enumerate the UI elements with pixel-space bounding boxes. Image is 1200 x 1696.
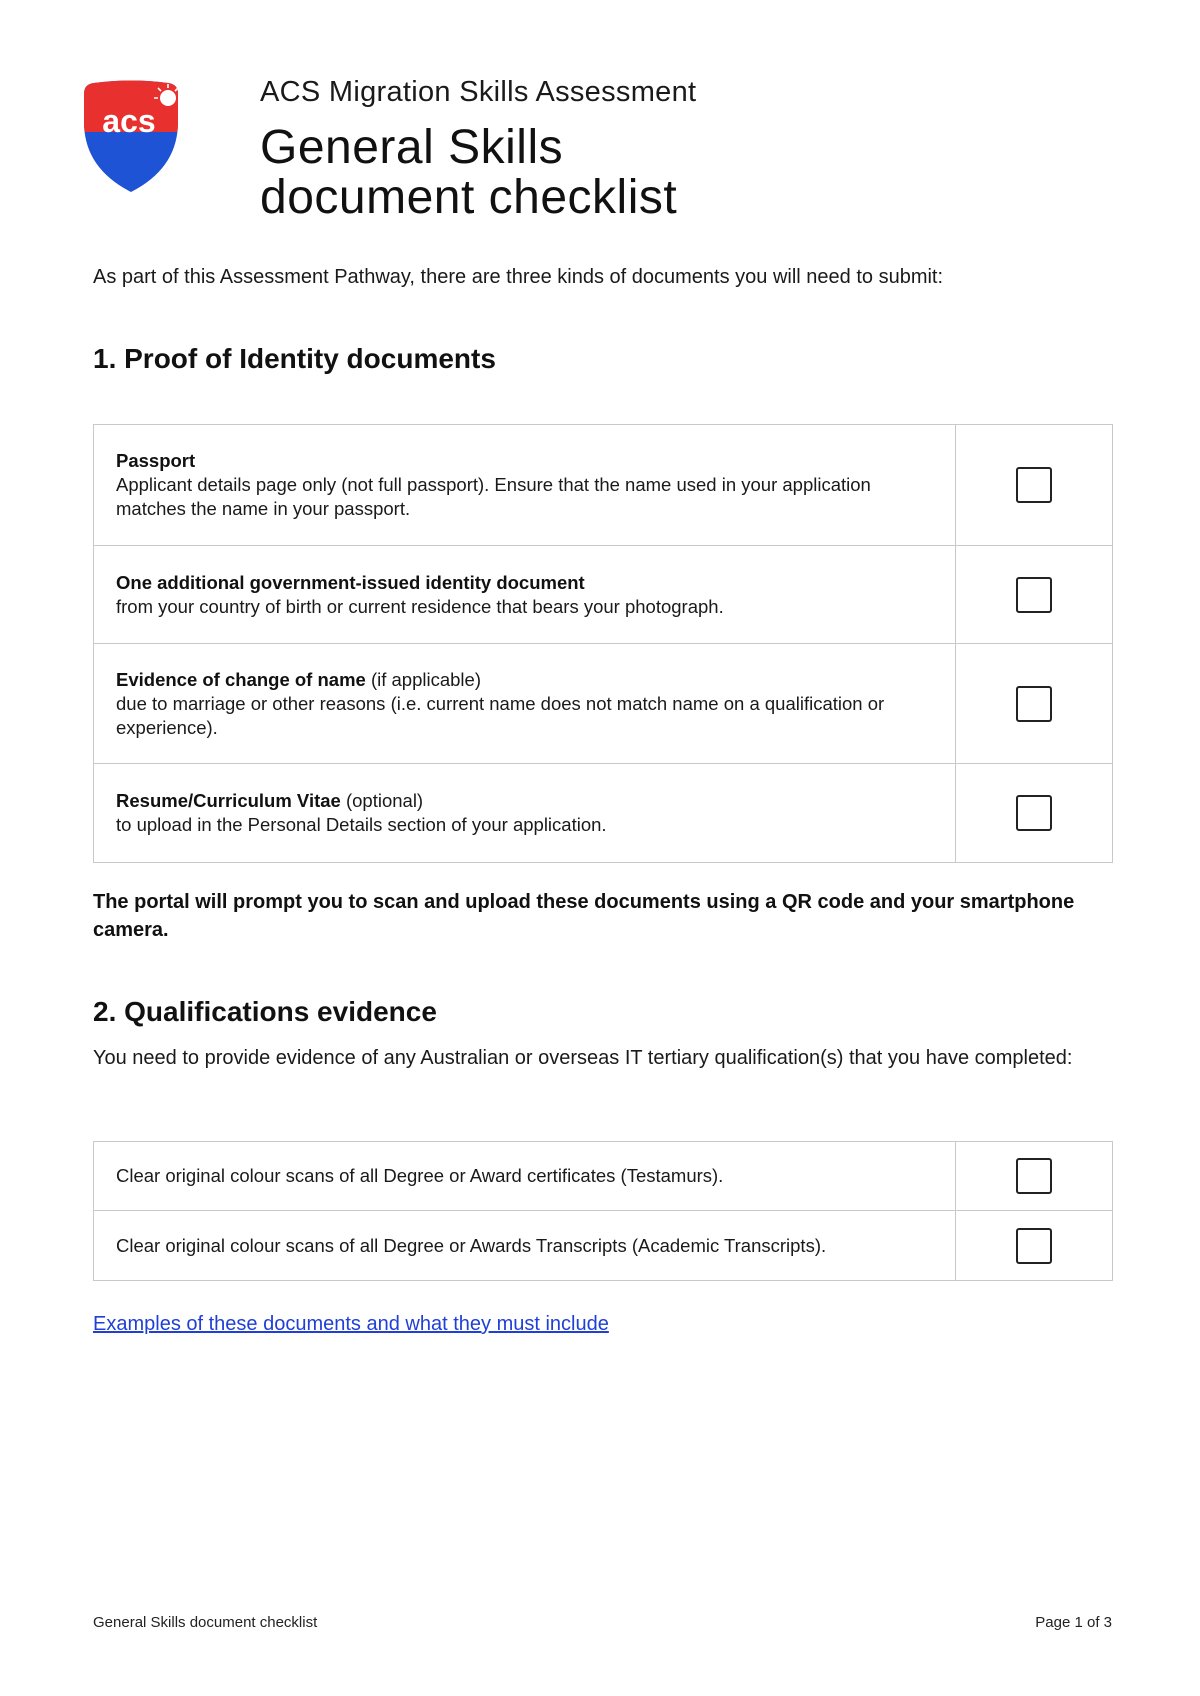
item-body: due to marriage or other reasons (i.e. current name does not match name on a qualification or experience). [116,692,885,738]
page-title-line1: General Skills [260,121,564,174]
item-title: Evidence of change of name [116,668,366,690]
item-body: to upload in the Personal Details section of your application. [116,814,607,835]
footer-page-number: Page 1 of 3 [1035,1614,1112,1631]
section2-heading: 2. Qualifications evidence [93,996,437,1027]
header-subtitle: ACS Migration Skills Assessment [260,76,697,108]
transcripts-checkbox[interactable] [1016,1228,1052,1264]
identity-checklist [93,424,1113,863]
item-body: Clear original colour scans of all Degree or Awards Transcripts (Academic Transcripts). [116,1234,827,1256]
checklist-row-text [94,1142,956,1210]
examples-link[interactable]: Examples of these documents and what they must include [93,1313,609,1335]
document-header [260,76,696,223]
name-change-checkbox[interactable] [1016,686,1052,722]
qualifications-checklist [93,1141,1113,1281]
checklist-row-text [94,1211,956,1280]
checklist-row-certificates [94,1142,1112,1211]
item-body: Clear original colour scans of all Degree or Award certificates (Testamurs). [116,1165,724,1186]
item-suffix: (optional) [340,790,424,811]
checklist-row-transcripts [94,1211,1112,1280]
additional-id-checkbox[interactable] [1016,577,1052,613]
section2-paragraph: You need to provide evidence of any Australian or overseas IT tertiary qualification(s) that you have completed: [93,1047,1073,1069]
checklist-row-text [94,425,956,545]
page-title-line2: document checklist [260,171,678,224]
checklist-row-resume [94,764,1112,862]
certificates-checkbox[interactable] [1016,1158,1052,1194]
item-body: Applicant details page only (not full passport). Ensure that the name used in your application matches the name in your passport. [116,474,871,519]
footer-document-title: General Skills document checklist [93,1614,318,1631]
item-suffix: (if applicable) [365,668,481,690]
checklist-row-text [94,764,956,862]
portal-note: The portal will prompt you to scan and upload these documents using a QR code and your smartphone camera. [93,891,1075,941]
checklist-row-text [94,644,956,763]
item-body: from your country of birth or current residence that bears your photograph. [116,595,724,617]
section1-heading: 1. Proof of Identity documents [93,343,496,374]
item-title: Resume/Curriculum Vitae [116,790,341,811]
item-title: One additional government-issued identity document [116,571,585,593]
checklist-row-text [94,546,956,643]
checklist-row-additional-id [94,546,1112,644]
acs-logo [80,80,182,193]
intro-text: As part of this Assessment Pathway, there are three kinds of documents you will need to submit: [93,266,944,288]
item-title: Passport [116,450,196,471]
checklist-row-passport [94,425,1112,546]
page-title [260,123,696,223]
checklist-row-name-change [94,644,1112,764]
svg-text:acs: acs [102,103,156,139]
acs-shield-logo [80,80,182,193]
resume-checkbox[interactable] [1016,795,1052,831]
passport-checkbox[interactable] [1016,467,1052,503]
